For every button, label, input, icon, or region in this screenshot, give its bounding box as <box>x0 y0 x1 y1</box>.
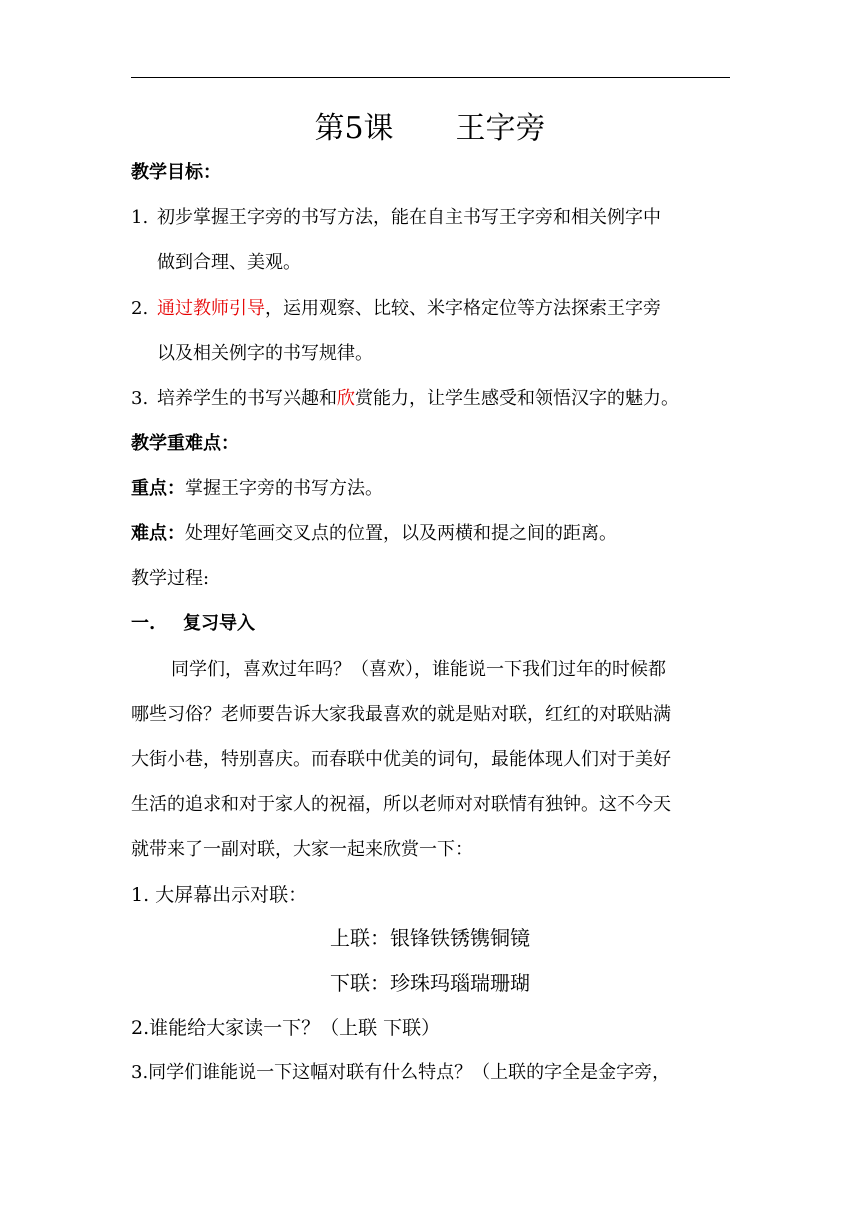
paragraph-line-4: 生活的追求和对于家人的祝福，所以老师对对联情有独钟。这不今天 <box>131 794 671 815</box>
lesson-number: 第5课 <box>314 111 394 146</box>
highlight-red: 通过教师引导 <box>157 298 265 319</box>
objective-1-line1: 1. 初步掌握王字旁的书写方法，能在自主书写王字旁和相关例字中 <box>131 207 661 228</box>
couplet-upper: 上联：银锋铁锈镌铜镜 <box>330 926 530 950</box>
lesson-title <box>0 110 860 148</box>
section-1-heading: 一. 复习导入 <box>131 613 255 634</box>
hard-point: 难点：处理好笔画交叉点的位置，以及两横和提之间的距离。 <box>131 523 617 544</box>
paragraph-line-1: 同学们，喜欢过年吗？（喜欢），谁能说一下我们过年的时候都 <box>171 659 666 680</box>
key-point: 重点：掌握王字旁的书写方法。 <box>131 478 383 499</box>
header-rule <box>131 77 730 78</box>
step-1: 1. 大屏幕出示对联： <box>131 884 308 906</box>
step-2: 2.谁能给大家读一下？（上联 下联） <box>131 1017 441 1039</box>
paragraph-line-2: 哪些习俗？老师要告诉大家我最喜欢的就是贴对联，红红的对联贴满 <box>131 704 671 725</box>
difficulty-heading: 教学重难点： <box>131 433 239 454</box>
lesson-name: 王字旁 <box>455 111 546 146</box>
step-3: 3.同学们谁能说一下这幅对联有什么特点？（上联的字全是金字旁， <box>131 1062 671 1083</box>
objective-2-line2: 以及相关例字的书写规律。 <box>157 343 373 364</box>
process-heading: 教学过程: <box>131 568 210 589</box>
objective-1-line2: 做到合理、美观。 <box>157 252 301 273</box>
paragraph-line-5: 就带来了一副对联，大家一起来欣赏一下： <box>131 839 473 860</box>
couplet-lower: 下联：珍珠玛瑙瑞珊瑚 <box>330 971 530 995</box>
highlight-red: 欣 <box>337 388 355 409</box>
paragraph-line-3: 大街小巷，特别喜庆。而春联中优美的词句，最能体现人们对于美好 <box>131 749 671 770</box>
objectives-heading: 教学目标： <box>131 162 221 183</box>
objective-2-line1: 2. 通过教师引导，运用观察、比较、米字格定位等方法探索王字旁 <box>131 298 661 319</box>
objective-3: 3. 培养学生的书写兴趣和欣赏能力，让学生感受和领悟汉字的魅力。 <box>131 388 679 409</box>
